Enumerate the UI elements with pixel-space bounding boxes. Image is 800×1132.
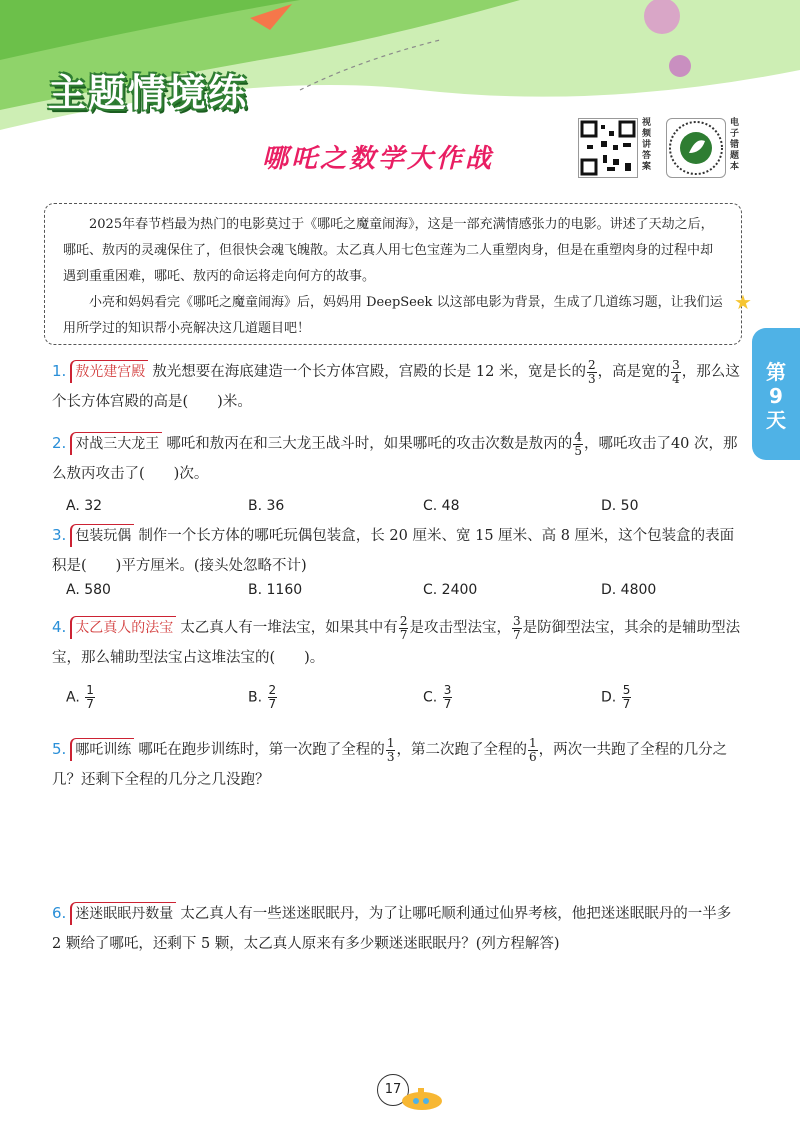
fraction: $\frac{3}{7}$ <box>512 613 521 642</box>
question-tag: 包装玩偶 <box>70 524 134 547</box>
option-d[interactable]: D. $\frac{5}{7}$ <box>601 683 631 711</box>
option-c[interactable]: C. 48 <box>423 498 460 514</box>
question-text: 是攻击型法宝， <box>409 620 511 636</box>
page-number: 17 <box>377 1074 409 1106</box>
option-c[interactable]: C. $\frac{3}{7}$ <box>423 683 452 711</box>
qr-leaf-icon <box>667 119 725 177</box>
intro-paragraph-1: 2025年春节档最为热门的电影莫过于《哪吒之魔童闹海》，这是一部充满情感张力的电影。讲述了天劫之后，哪吒、敖丙的灵魂保住了，但很快会魂飞魄散。太乙真人用七色宝莲为二人重塑肉身，但是在重塑肉身的过程中却遇到重重困难，哪吒、敖丙的命运将走向何方的故事。 <box>63 217 714 284</box>
qr-code-video[interactable] <box>578 118 638 178</box>
question-text: ，哪吒攻击了40 次，那么敖丙攻击了( )次。 <box>52 436 738 482</box>
question-4 <box>52 612 742 673</box>
question-number: 3. <box>52 526 67 544</box>
question-number: 1. <box>52 362 67 380</box>
question-text: 制作一个长方体的哪吒玩偶包装盒，长 20 厘米、宽 15 厘米、高 8 厘米，这个包装盒的表面积是( )平方厘米。(接头处忽略不计) <box>52 528 735 574</box>
fraction: $\frac{2}{7}$ <box>399 613 408 642</box>
question-number: 2. <box>52 434 67 452</box>
qr-left-label: 视频讲答案 <box>642 118 652 172</box>
question-text: ，高是宽的 <box>597 364 671 380</box>
option-a[interactable]: A. 32 <box>66 498 103 514</box>
question-tag: 太乙真人的法宝 <box>70 616 176 639</box>
qr-right-label: 电子错题本 <box>730 118 740 172</box>
question-text: 哪吒在跑步训练时，第一次跑了全程的 <box>138 742 385 758</box>
day-side-tab <box>752 328 800 460</box>
question-text: ，那么这个长方体宫殿的高是( )米。 <box>52 364 740 410</box>
question-1 <box>52 356 742 417</box>
question-text: 太乙真人有一堆法宝，如果其中有 <box>180 620 398 636</box>
qr-code-mistakes[interactable] <box>666 118 726 178</box>
question-text: 是防御型法宝，其余的是辅助型法宝，那么辅助型法宝占这堆法宝的( )。 <box>52 620 741 666</box>
intro-box <box>44 203 742 345</box>
fraction: $\frac{4}{5}$ <box>574 429 582 458</box>
question-tag: 敖光建宫殿 <box>70 360 148 383</box>
option-d[interactable]: D. 4800 <box>601 582 657 598</box>
fraction: $\frac{1}{6}$ <box>528 735 537 764</box>
fraction: $\frac{2}{3}$ <box>587 357 596 386</box>
question-text: 敖光想要在海底建造一个长方体宫殿，宫殿的长是 12 米，宽是长的 <box>152 364 586 380</box>
question-3 <box>52 520 742 581</box>
subtitle: 哪吒之数学大作战 <box>262 144 495 174</box>
intro-paragraph-2: 小亮和妈妈看完《哪吒之魔童闹海》后，妈妈用 DeepSeek 以这部电影为背景，生成了几道练习题，让我们运用所学过的知识帮小亮解决这几道题目吧！ <box>63 295 723 336</box>
qr-pattern-icon <box>579 119 637 177</box>
question-2 <box>52 428 742 489</box>
option-a[interactable]: A. 580 <box>66 582 111 598</box>
question-text: 哪吒和敖丙在和三大龙王战斗时，如果哪吒的攻击次数是敖丙的 <box>166 436 573 452</box>
fraction: $\frac{1}{3}$ <box>386 735 395 764</box>
question-text: ，第二次跑了全程的 <box>396 742 527 758</box>
question-number: 5. <box>52 740 67 758</box>
submarine-icon <box>398 1086 446 1112</box>
question-text: 太乙真人有一些迷迷眠眠丹，为了让哪吒顺利通过仙界考核，他把迷迷眠眠丹的一半多 2 颗给了哪吒，还剩下 5 颗，太乙真人原来有多少颗迷迷眠眠丹？(列方程解答) <box>52 906 732 952</box>
question-tag: 迷迷眠眠丹数量 <box>70 902 176 925</box>
question-5 <box>52 734 742 795</box>
option-a[interactable]: A. $\frac{1}{7}$ <box>66 683 94 711</box>
question-tag: 哪吒训练 <box>70 738 134 761</box>
question-6 <box>52 898 742 959</box>
banner-title: 主题情境练 <box>48 71 249 115</box>
option-d[interactable]: D. 50 <box>601 498 639 514</box>
option-b[interactable]: B. 36 <box>248 498 285 514</box>
question-number: 4. <box>52 618 67 636</box>
question-tag: 对战三大龙王 <box>70 432 162 455</box>
day-label: 第9天 <box>766 360 786 432</box>
option-c[interactable]: C. 2400 <box>423 582 478 598</box>
star-icon: ★ <box>734 290 752 314</box>
option-b[interactable]: B. $\frac{2}{7}$ <box>248 683 277 711</box>
question-number: 6. <box>52 904 67 922</box>
option-b[interactable]: B. 1160 <box>248 582 303 598</box>
fraction: $\frac{3}{4}$ <box>672 357 680 386</box>
question-text: ，两次一共跑了全程的几分之几？还剩下全程的几分之几没跑？ <box>52 742 728 788</box>
